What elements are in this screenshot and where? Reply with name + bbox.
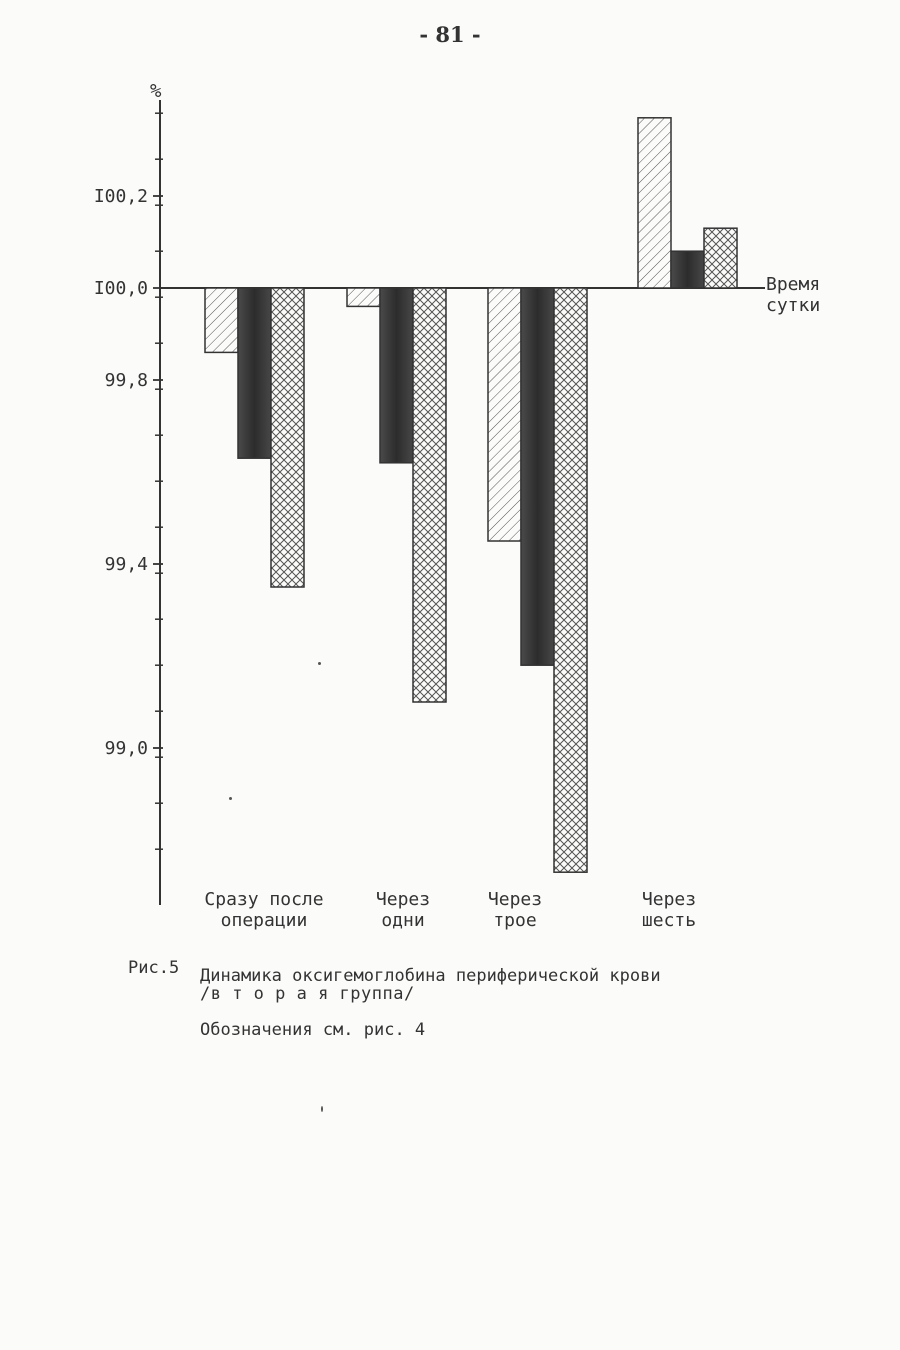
bar-dark-solid [521, 288, 554, 665]
bar-dark-solid [671, 251, 704, 288]
bar-cross-hatch [413, 288, 446, 702]
bar-dark-solid [380, 288, 413, 463]
figure-subtitle: /в т о р а я группа/ [200, 984, 415, 1004]
category-label-line: трое [493, 910, 537, 931]
y-tick-label: 99,8 [104, 370, 148, 391]
y-tick-label: 99,4 [104, 554, 148, 575]
figure-label: Рис.5 [128, 958, 180, 978]
y-tick-label: I00,2 [93, 186, 148, 207]
bar-diagonal-hatch [638, 118, 671, 288]
category-label-line: операции [220, 910, 308, 931]
y-tick-label: 99,0 [104, 738, 148, 759]
figure-note: Обозначения см. рис. 4 [200, 1020, 426, 1040]
y-axis-label: % [150, 80, 162, 102]
x-axis-label-line: сутки [766, 295, 821, 316]
bar-diagonal-hatch [205, 288, 238, 352]
bar-diagonal-hatch [347, 288, 380, 306]
page-number: - 81 - [419, 22, 481, 47]
bar-cross-hatch [554, 288, 587, 872]
scan-speck [321, 1106, 323, 1112]
category-label-line: одни [381, 910, 425, 931]
category-label-line: Сразу после [204, 889, 324, 910]
y-tick-label: I00,0 [93, 278, 148, 299]
bar-cross-hatch [704, 228, 737, 288]
scan-speck [318, 662, 321, 665]
category-label-line: шесть [641, 910, 697, 931]
category-label-line: Через [641, 889, 697, 910]
bar-cross-hatch [271, 288, 304, 587]
x-axis-label-line: Время [766, 274, 821, 295]
bar-diagonal-hatch [488, 288, 521, 541]
bar-dark-solid [238, 288, 271, 458]
category-label-line: Через [487, 889, 543, 910]
scan-speck [229, 797, 232, 800]
category-label-line: Через [375, 889, 431, 910]
figure-title: Динамика оксигемоглобина периферической крови [200, 966, 661, 986]
